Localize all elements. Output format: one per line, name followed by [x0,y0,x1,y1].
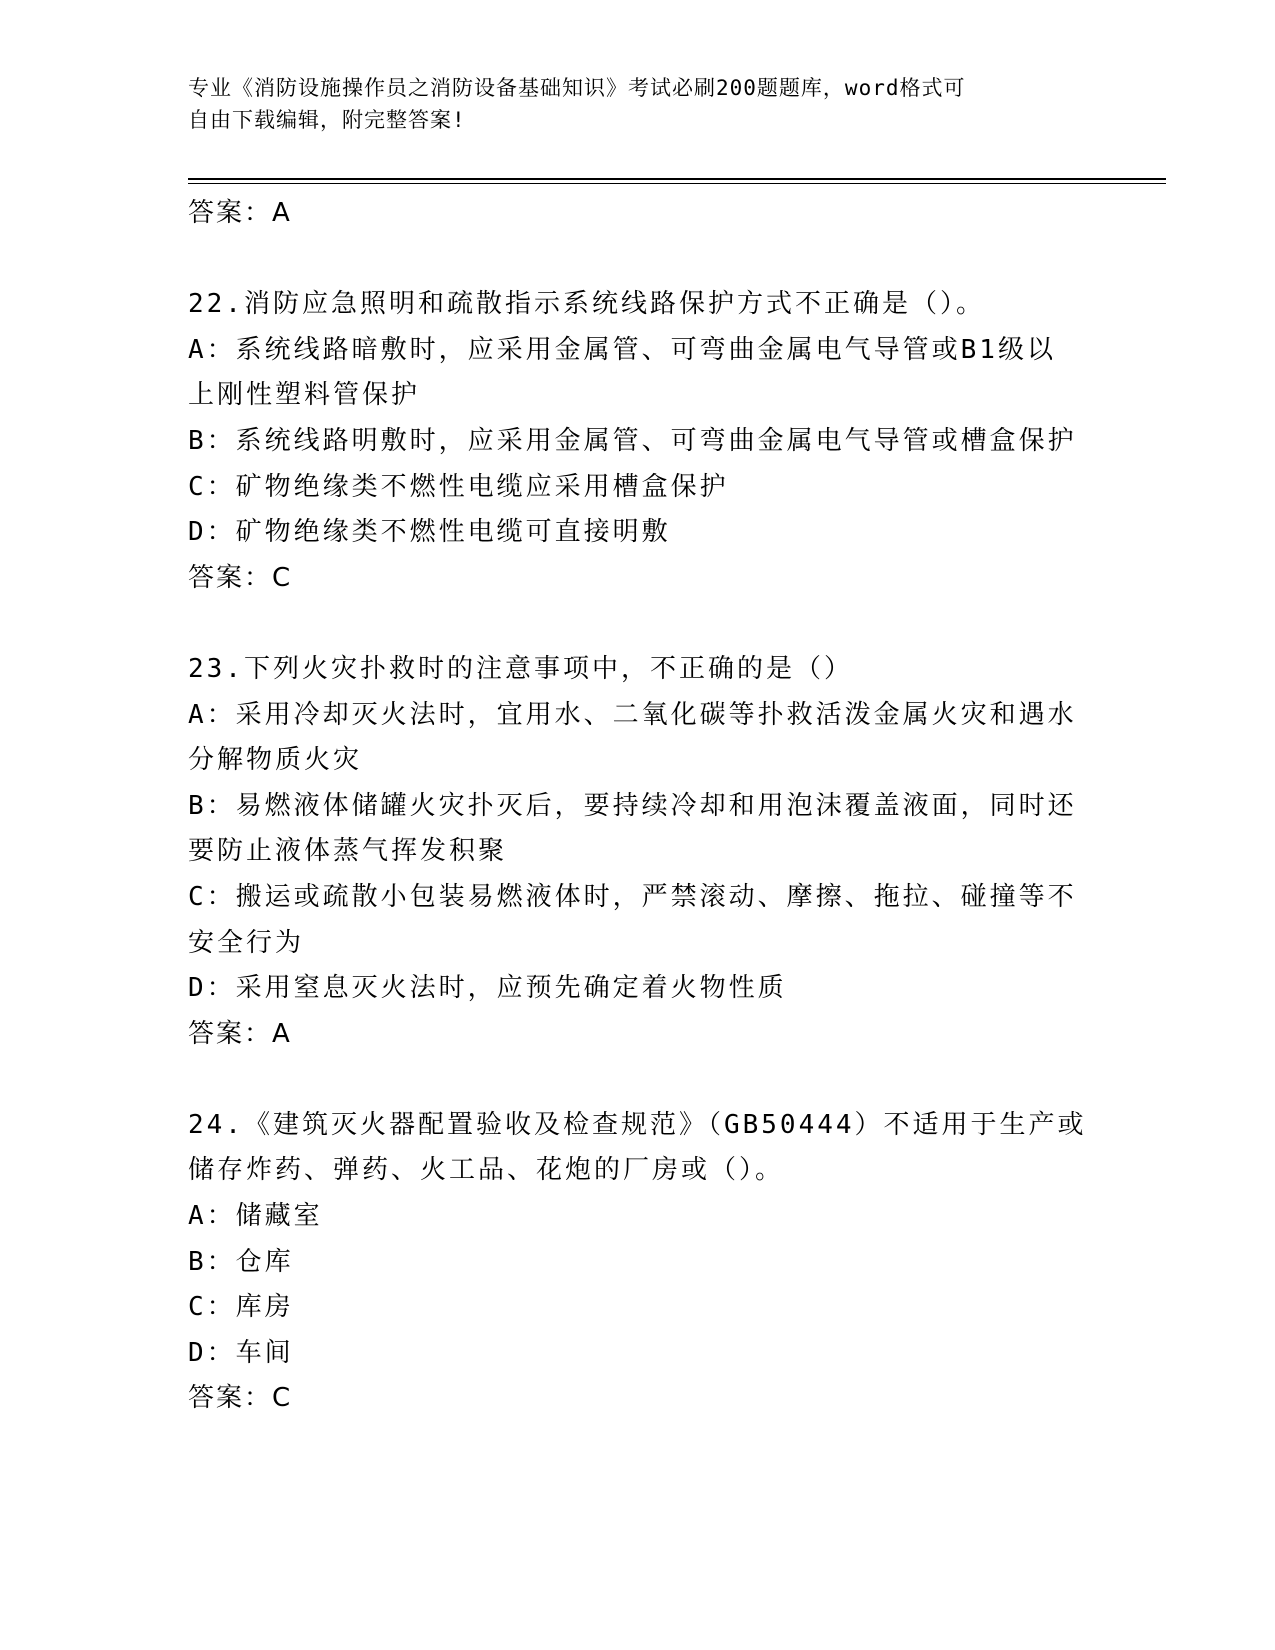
question-prompt: 22.消防应急照明和疏散指示系统线路保护方式不正确是（）。 [188,289,985,320]
spacer [188,237,1088,283]
header-divider-thick [188,178,1166,180]
header-line-1: 专业《消防设施操作员之消防设备基础知识》考试必刷200题题库，word格式可 [188,76,966,100]
option-c: C：搬运或疏散小包装易燃液体时，严禁滚动、摩擦、拖拉、碰撞等不 [188,881,1077,912]
question-23 [188,647,1088,1057]
option-a-continued: 上刚性塑料管保护 [188,380,421,411]
question-prompt: 24.《建筑灭火器配置验收及检查规范》（GB50444）不适用于生产或 [188,1109,1087,1140]
question-list [188,191,1088,1422]
header-divider-thin [188,183,1166,184]
option-b: B：仓库 [188,1246,294,1277]
header-line-2: 自由下载编辑，附完整答案! [188,108,466,132]
option-d: D：车间 [188,1337,294,1368]
option-a: A：储藏室 [188,1201,323,1232]
question-prompt: 23.下列火灾扑救时的注意事项中，不正确的是（） [188,653,853,684]
option-b-continued: 要防止液体蒸气挥发积聚 [188,836,508,867]
option-c-continued: 安全行为 [188,927,305,958]
option-a: A：系统线路暗敷时，应采用金属管、可弯曲金属电气导管或B1级以 [188,334,1056,365]
answer: 答案：C [188,1383,293,1414]
answer: 答案：A [188,1018,292,1049]
option-d: D：采用窒息灭火法时，应预先确定着火物性质 [188,973,787,1004]
question-22 [188,282,1088,601]
question-prompt-continued: 储存炸药、弹药、火工品、花炮的厂房或（）。 [188,1155,785,1186]
previous-answer: 答案：A [188,198,292,228]
option-c: C：库房 [188,1292,294,1323]
option-c: C：矿物绝缘类不燃性电缆应采用槽盒保护 [188,471,729,502]
spacer [188,1057,1088,1103]
option-b: B：系统线路明敷时，应采用金属管、可弯曲金属电气导管或槽盒保护 [188,425,1077,456]
answer: 答案：C [188,562,293,593]
option-b: B：易燃液体储罐火灾扑灭后，要持续冷却和用泡沫覆盖液面，同时还 [188,790,1077,821]
option-d: D：矿物绝缘类不燃性电缆可直接明敷 [188,517,671,548]
document-header [188,72,1068,136]
option-a: A：采用冷却灭火法时，宜用水、二氧化碳等扑救活泼金属火灾和遇水 [188,699,1077,730]
spacer [188,601,1088,647]
question-24 [188,1103,1088,1422]
option-a-continued: 分解物质火灾 [188,745,363,776]
